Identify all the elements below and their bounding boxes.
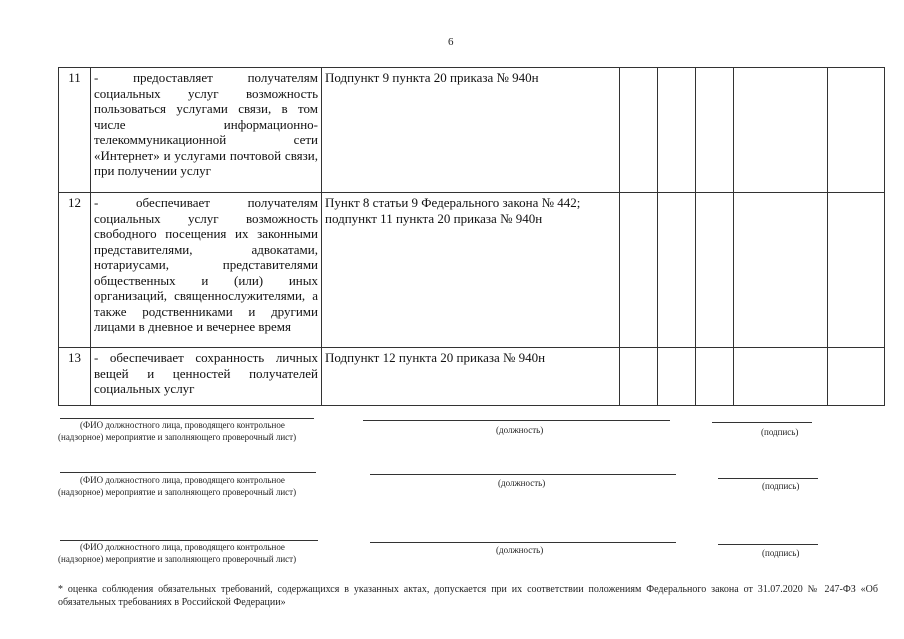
answer-no-cell[interactable] (658, 193, 696, 348)
answer-no-cell[interactable] (658, 68, 696, 193)
answer-yes-cell[interactable] (620, 68, 658, 193)
table-row (59, 348, 885, 406)
signature-line[interactable] (718, 544, 818, 545)
name-caption: (надзорное) мероприятие и заполняющего проверочный лист) (58, 432, 297, 442)
row-number: 11 (59, 68, 91, 193)
answer-na-cell[interactable] (696, 193, 734, 348)
row-number: 12 (59, 193, 91, 348)
table-row (59, 68, 885, 193)
signature-block (58, 414, 884, 454)
table-row (59, 193, 885, 348)
answer-no-cell[interactable] (658, 348, 696, 406)
name-caption: (ФИО должностного лица, проводящего контрольное (80, 420, 285, 430)
position-caption: (должность) (498, 478, 546, 488)
signature-block (58, 469, 884, 509)
requirement-text: - обеспечивает сохранность личных вещей и ценностей получателей социальных услуг (91, 348, 322, 406)
legal-reference: Подпункт 12 пункта 20 приказа № 940н (322, 348, 620, 406)
signature-block (58, 536, 884, 576)
position-line[interactable] (363, 420, 670, 421)
position-caption: (должность) (496, 545, 544, 555)
comment-cell[interactable] (734, 68, 828, 193)
page-number: 6 (448, 36, 454, 48)
requirement-text: - предоставляет получателям социальных услуг возможность пользоваться услугами связи, в том числе информационно-телекоммуникационной сети «Интернет» и услугами почтовой связи, при получении услуг (91, 68, 322, 193)
checklist-table (58, 67, 885, 406)
legal-reference: Пункт 8 статьи 9 Федерального закона № 442; подпункт 11 пункта 20 приказа № 940н (322, 193, 620, 348)
footnote: * оценка соблюдения обязательных требований, содержащихся в указанных актах, допускается при их соответствии положениям Федерального закона от 31.07.2020 № 247-ФЗ «Об обязательных требованиях в Российской Федерации» (58, 584, 878, 608)
note-cell[interactable] (828, 68, 885, 193)
name-caption: (ФИО должностного лица, проводящего контрольное (80, 542, 285, 552)
note-cell[interactable] (828, 193, 885, 348)
name-caption: (ФИО должностного лица, проводящего контрольное (80, 475, 285, 485)
signature-line[interactable] (712, 422, 812, 423)
note-cell[interactable] (828, 348, 885, 406)
row-number: 13 (59, 348, 91, 406)
answer-na-cell[interactable] (696, 348, 734, 406)
answer-na-cell[interactable] (696, 68, 734, 193)
comment-cell[interactable] (734, 193, 828, 348)
name-caption: (надзорное) мероприятие и заполняющего проверочный лист) (58, 487, 297, 497)
signature-caption: (подпись) (762, 548, 800, 558)
comment-cell[interactable] (734, 348, 828, 406)
answer-yes-cell[interactable] (620, 348, 658, 406)
requirement-text: - обеспечивает получателям социальных услуг возможность свободного посещения их законными представителями, адвокатами, нотариусами, представителями общественных и (или) иных организаций, священнослужителями, а также родственниками и другими лицами в дневное и вечернее время (91, 193, 322, 348)
signature-caption: (подпись) (761, 427, 799, 437)
position-caption: (должность) (496, 425, 544, 435)
name-line[interactable] (60, 472, 316, 473)
signature-line[interactable] (718, 478, 818, 479)
legal-reference: Подпункт 9 пункта 20 приказа № 940н (322, 68, 620, 193)
answer-yes-cell[interactable] (620, 193, 658, 348)
position-line[interactable] (370, 474, 676, 475)
name-caption: (надзорное) мероприятие и заполняющего проверочный лист) (58, 554, 297, 564)
position-line[interactable] (370, 542, 676, 543)
signature-caption: (подпись) (762, 481, 800, 491)
